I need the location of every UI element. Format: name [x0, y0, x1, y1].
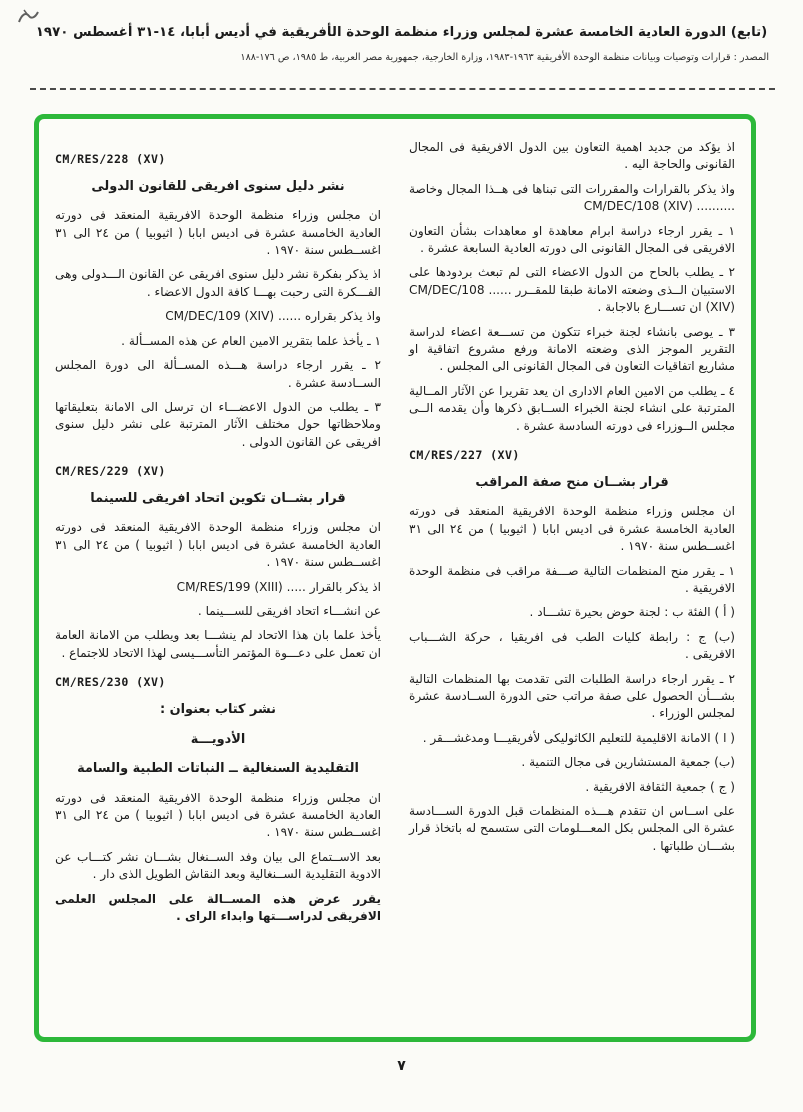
paragraph: واذ يذكر بالقرارات والمقررات التى تبناها فى هــذا المجال وخاصة .......... ‎CM/DEC/108 (XIV)‎: [409, 181, 735, 214]
paragraph: (ب) جمعية المستشارين فى مجال التنمية .: [521, 755, 735, 770]
header-divider: [30, 88, 775, 90]
section-title: نشر دليل سنوى افريقى للقانون الدولى: [91, 178, 345, 194]
paragraph: ( ج ) جمعية الثقافة الافريقية .: [585, 779, 735, 794]
paragraph: ٣ ـ يوصى بانشاء لجنة خبراء تتكون من تســـعة اعضاء لدراسة التقرير الموجز الذى وضعته الامانة ورفع مشروع اتفاقية او مشاريع اتفاقيات التعاون فى المجال القانونى الى المجلس .: [409, 324, 735, 374]
paragraph: ١ ـ يأخذ علما بتقرير الامين العام عن هذه المســألة .: [121, 333, 381, 348]
page-header-title: (تابع) الدورة العادية الخامسة عشرة لمجلس وزراء منظمة الوحدة الأفريقية في أديس أبابا، ١٤-٣١ أغسطس ١٩٧٠: [35, 25, 768, 40]
paragraph: ان مجلس وزراء منظمة الوحدة الافريقية المنعقد فى دورته العادية الخامسة عشرة فى اديس ابابا ( اثيوبيا ) من ٢٤ الى ٣١ اغســطس سنة ١٩٧٠ .: [55, 790, 381, 840]
section-title: التقليدية السنغالية ــ النباتات الطبية والسامة: [77, 761, 359, 777]
resolution-code: CM/RES/228 (XV): [55, 152, 166, 166]
paragraph: ٣ ـ يطلب من الدول الاعضـــاء ان ترسل الى الامانة بتعليقاتها وملاحظاتها حول مختلف الآثار المترتبة على نشر دليل سنوى افريقى عن القانون الدولى .: [55, 399, 381, 449]
paragraph: ( ا ) الامانة الاقليمية للتعليم الكاثوليكى لأفريقيـــا ومدغشـــقر .: [422, 730, 735, 745]
paragraph: بعد الاســتماع الى بيان وفد الســنغال بشـــان نشر كتـــاب عن الادوية التقليدية الســنغالية وبعد النقاش الطويل الذى دار .: [55, 849, 381, 882]
paragraph: اذ يذكر بفكرة نشر دليل سنوى افريقى عن القانون الـــدولى وهى الفـــكرة التى رحبت بهـــا كافة الدول الاعضاء .: [55, 267, 381, 299]
paragraph: اذ يؤكد من جديد اهمية التعاون بين الدول الافريقية فى المجال القانونى والحاجة اليه .: [409, 140, 735, 172]
section-title: قرار بشــان تكوين اتحاد افريقى للسينما: [90, 490, 346, 506]
paragraph: ٢ ـ يطلب بالحاح من الدول الاعضاء التى لم تبعث بردودها على الاستبيان الــذى وضعته الامانة طبقا للمقــرر ...... ‎CM/DEC/108 (XIV)‎ ان تســـارع بالاجابة .: [409, 265, 735, 315]
resolution-code: CM/RES/229 (XV): [55, 464, 166, 479]
paragraph: واذ يذكر بقراره ...... ‎CM/DEC/109 (XIV)‎: [165, 309, 381, 324]
content-border-box: [34, 114, 756, 1042]
paragraph: ( أ ) الفئة ب : لجنة حوض بحيرة تشـــاد .: [529, 605, 735, 620]
paragraph: على اســاس ان تتقدم هـــذه المنظمات قبل الدورة الســـادسة عشرة الى المجلس بكل المعـــلومات التى ستسمح له باتخاذ قرار بشـــان طلباتها .: [409, 804, 735, 853]
paragraph: ان مجلس وزراء منظمة الوحدة الافريقية المنعقد فى دورته العادية الخامسة عشرة فى اديس ابابا ( اثيوبيا ) من ٢٤ الى ٣١ اغســطس سنة ١٩٧٠ .: [55, 520, 381, 570]
paragraph: ١ ـ يقرر منح المنظمات التالية صـــفة مراقب فى منظمة الوحدة الافريقية .: [409, 563, 735, 595]
section-title: الأدويـــة: [190, 731, 246, 747]
paragraph: ٢ ـ يقرر ارجاء دراسة الطلبات التى تقدمت بها المنظمات التالية بشـــأن الحصول على صفة مراتب حتى الدورة الســادسة عشرة لمجلس الوزراء .: [409, 671, 735, 721]
paragraph: اذ يذكر بالقرار ..... ‎CM/RES/199 (XIII)‎: [176, 579, 381, 594]
column-left: [55, 139, 381, 1025]
paragraph: ان مجلس وزراء منظمة الوحدة الافريقية المنعقد فى دورته العادية الخامسة عشرة فى اديس ابابا ( اثيوبيا ) من ٢٤ الى ٣١ اغســطس سنة ١٩٧٠ .: [55, 208, 381, 258]
page-header-source: المصدر : قرارات وتوصيات وبيانات منظمة الوحدة الأفريقية ١٩٦٣-١٩٨٣، وزارة الخارجية، جمهورية مصر العربية، ط ١٩٨٥، ص ١٧٦-١٨٨: [240, 51, 769, 63]
paragraph: (ب) ج : رابطة كليات الطب فى افريقيا ، حركة الشـــباب الافريقى .: [409, 629, 735, 662]
paragraph: يقرر عرض هذه المســالة على المجلس العلمى الافريقى لدراســـتها وابداء الراى .: [55, 891, 381, 924]
two-column-layout: [55, 139, 735, 1025]
paragraph: عن انشـــاء اتحاد افريقى للســـينما .: [197, 604, 381, 619]
page-header: [30, 24, 773, 63]
resolution-code: CM/RES/230 (XV): [55, 675, 166, 690]
section-title: قرار بشــان منح صفة المراقب: [475, 474, 669, 490]
paragraph: ٢ ـ يقرر ارجاء دراسة هـــذه المســألة الى دورة المجلس الســادسة عشرة .: [55, 358, 381, 390]
paragraph: ٤ ـ يطلب من الامين العام الادارى ان يعد تقريرا عن الآثار المــالية المترتبة على انشاء لجنة الخبراء الســابق ذكرها وأن يقدمه الــى مجلس الــوزراء فى دورته السادسة عشرة .: [409, 383, 735, 433]
column-right: [409, 139, 735, 1025]
paragraph: يأخذ علما بان هذا الاتحاد لم ينشـــا بعد ويطلب من الامانة العامة ان تعمل على دعـــوة المؤتمر التأســـيسى لهذا الاتحاد للاجتماع .: [55, 628, 381, 660]
paragraph: ١ ـ يقرر ارجاء دراسة ابرام معاهدة او معاهدات بشأن التعاون الافريقى فى المجال القانونى الى دورته العادية السابعة عشرة .: [409, 223, 735, 256]
page-number: ٧: [397, 1058, 406, 1074]
section-title: نشر كتاب بعنوان :: [159, 701, 277, 717]
resolution-code: CM/RES/227 (XV): [409, 448, 520, 463]
paragraph: ان مجلس وزراء منظمة الوحدة الافريقية المنعقد فى دورته العادية الخامسة عشرة فى اديس ابابا ( اثيوبيا ) من ٢٤ الى ٣١ اغســطس سنة ١٩٧٠ .: [409, 504, 735, 554]
